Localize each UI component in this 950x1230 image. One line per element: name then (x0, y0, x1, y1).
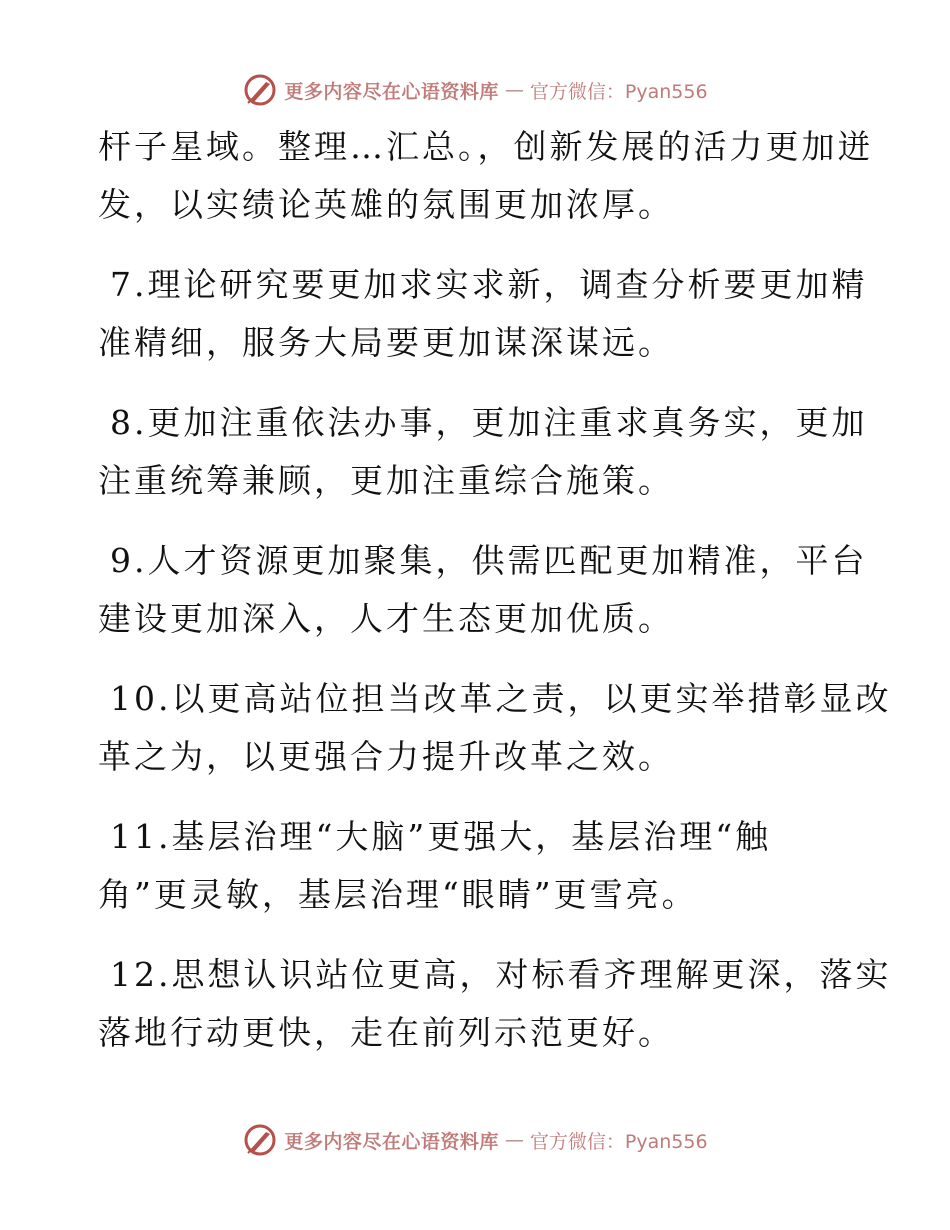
text-line: 11.基层治理“大脑”更强大，基层治理“触 (110, 817, 772, 856)
footer-banner (0, 1120, 950, 1160)
text-line: 9.人才资源更加聚集，供需匹配更加精准，平台 (110, 541, 868, 580)
banner-separator: — (504, 79, 524, 101)
list-item-8 (98, 394, 868, 510)
text-line: 革之为，以更强合力提升改革之效。 (98, 737, 674, 776)
text-line: 杆子星域。整理…汇总。，创新发展的活力更加迸 (98, 127, 874, 166)
banner-text: 更多内容尽在心语资料库 (284, 80, 499, 103)
paragraph-continued (98, 118, 874, 234)
banner-contact: 官方微信：Pyan556 (529, 80, 708, 103)
text-line: 8.更加注重依法办事，更加注重求真务实，更加 (110, 403, 868, 442)
list-item-10 (98, 670, 892, 786)
quill-pen-circle-icon (242, 1122, 278, 1158)
quill-pen-circle-icon (242, 72, 278, 108)
list-item-11 (98, 808, 858, 924)
document-body (98, 118, 892, 1084)
text-line: 10.以更高站位担当改革之责，以更实举措彰显改 (110, 679, 892, 718)
text-line: 角”更灵敏，基层治理“眼睛”更雪亮。 (98, 875, 698, 914)
list-item-7 (98, 256, 868, 372)
text-line: 注重统筹兼顾，更加注重综合施策。 (98, 461, 674, 500)
list-item-9 (98, 532, 868, 648)
text-line: 7.理论研究要更加求实求新，调查分析要更加精 (110, 265, 868, 304)
header-banner (0, 70, 950, 110)
text-line: 12.思想认识站位更高，对标看齐理解更深，落实 (110, 955, 892, 994)
banner-text: 更多内容尽在心语资料库 (284, 1130, 499, 1153)
text-line: 准精细，服务大局要更加谋深谋远。 (98, 323, 674, 362)
banner-separator: — (504, 1129, 524, 1151)
text-line: 发，以实绩论英雄的氛围更加浓厚。 (98, 185, 674, 224)
list-item-12 (98, 946, 892, 1062)
text-line: 落地行动更快，走在前列示范更好。 (98, 1013, 674, 1052)
text-line: 建设更加深入，人才生态更加优质。 (98, 599, 674, 638)
banner-contact: 官方微信：Pyan556 (529, 1130, 708, 1153)
